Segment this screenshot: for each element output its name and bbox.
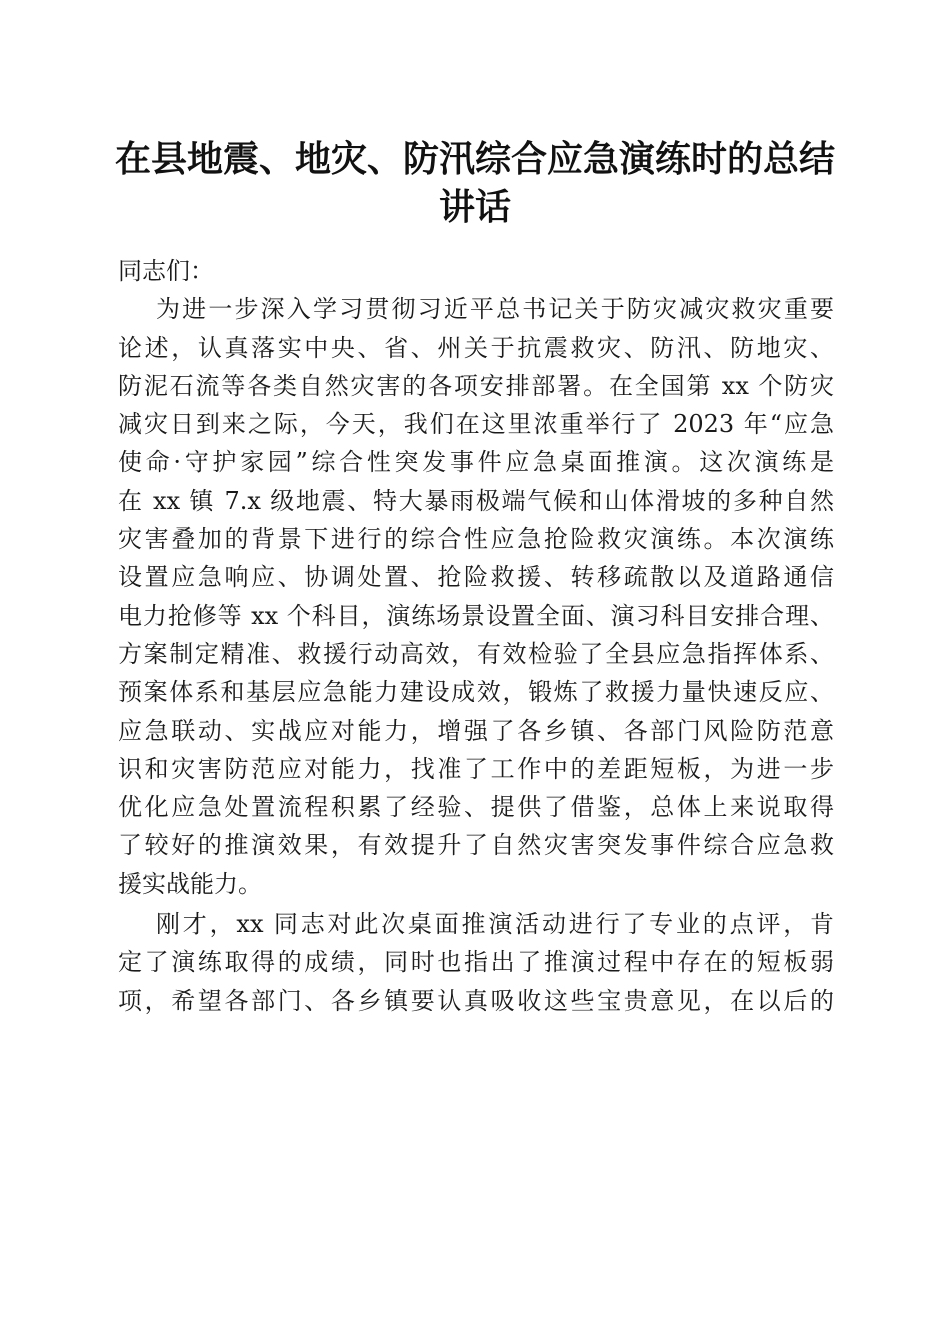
paragraph-line: 方案制定精准、救援行动高效，有效检验了全县应急指挥体系、 bbox=[118, 639, 834, 668]
paragraph-line: 为进一步深入学习贯彻习近平总书记关于防灾减灾救灾重要 bbox=[156, 295, 834, 324]
paragraph-line: 应急联动、实战应对能力，增强了各乡镇、各部门风险防范意 bbox=[118, 716, 834, 745]
paragraph-line: 在 xx 镇 7.x 级地震、特大暴雨极端气候和山体滑坡的多种自然 bbox=[118, 486, 834, 515]
paragraph-line: 识和灾害防范应对能力，找准了工作中的差距短板，为进一步 bbox=[118, 754, 834, 783]
paragraph-1 bbox=[118, 290, 834, 903]
paragraph-line: 定了演练取得的成绩，同时也指出了推演过程中存在的短板弱 bbox=[118, 948, 834, 977]
paragraph-line: 了较好的推演效果，有效提升了自然灾害突发事件综合应急救 bbox=[118, 831, 834, 860]
paragraph-line: 援实战能力。 bbox=[118, 869, 262, 898]
paragraph-line: 使命·守护家园”综合性突发事件应急桌面推演。这次演练是 bbox=[118, 448, 834, 477]
paragraph-line: 设置应急响应、协调处置、抢险救援、转移疏散以及道路通信 bbox=[118, 563, 834, 592]
title-line: 讲话 bbox=[438, 186, 511, 228]
paragraph-2 bbox=[118, 905, 834, 1020]
paragraph-line: 预案体系和基层应急能力建设成效，锻炼了救援力量快速反应、 bbox=[118, 678, 834, 707]
paragraph-line: 防泥石流等各类自然灾害的各项安排部署。在全国第 xx 个防灾 bbox=[118, 371, 834, 400]
paragraph-line: 减灾日到来之际，今天，我们在这里浓重举行了 2023 年“应急 bbox=[118, 410, 834, 439]
salutation: 同志们： bbox=[118, 257, 214, 285]
paragraph-line: 论述，认真落实中央、省、州关于抗震救灾、防汛、防地灾、 bbox=[118, 333, 834, 362]
paragraph-line: 灾害叠加的背景下进行的综合性应急抢险救灾演练。本次演练 bbox=[118, 525, 834, 554]
title-line: 在县地震、地灾、防汛综合应急演练时的总结 bbox=[114, 138, 835, 180]
paragraph-line: 刚才，xx 同志对此次桌面推演活动进行了专业的点评，肯 bbox=[156, 910, 834, 939]
document-title bbox=[100, 135, 850, 231]
paragraph-line: 项，希望各部门、各乡镇要认真吸收这些宝贵意见，在以后的 bbox=[118, 986, 834, 1015]
paragraph-line: 电力抢修等 xx 个科目，演练场景设置全面、演习科目安排合理、 bbox=[118, 601, 834, 630]
document-body bbox=[118, 252, 834, 1020]
paragraph-line: 优化应急处置流程积累了经验、提供了借鉴，总体上来说取得 bbox=[118, 793, 834, 822]
